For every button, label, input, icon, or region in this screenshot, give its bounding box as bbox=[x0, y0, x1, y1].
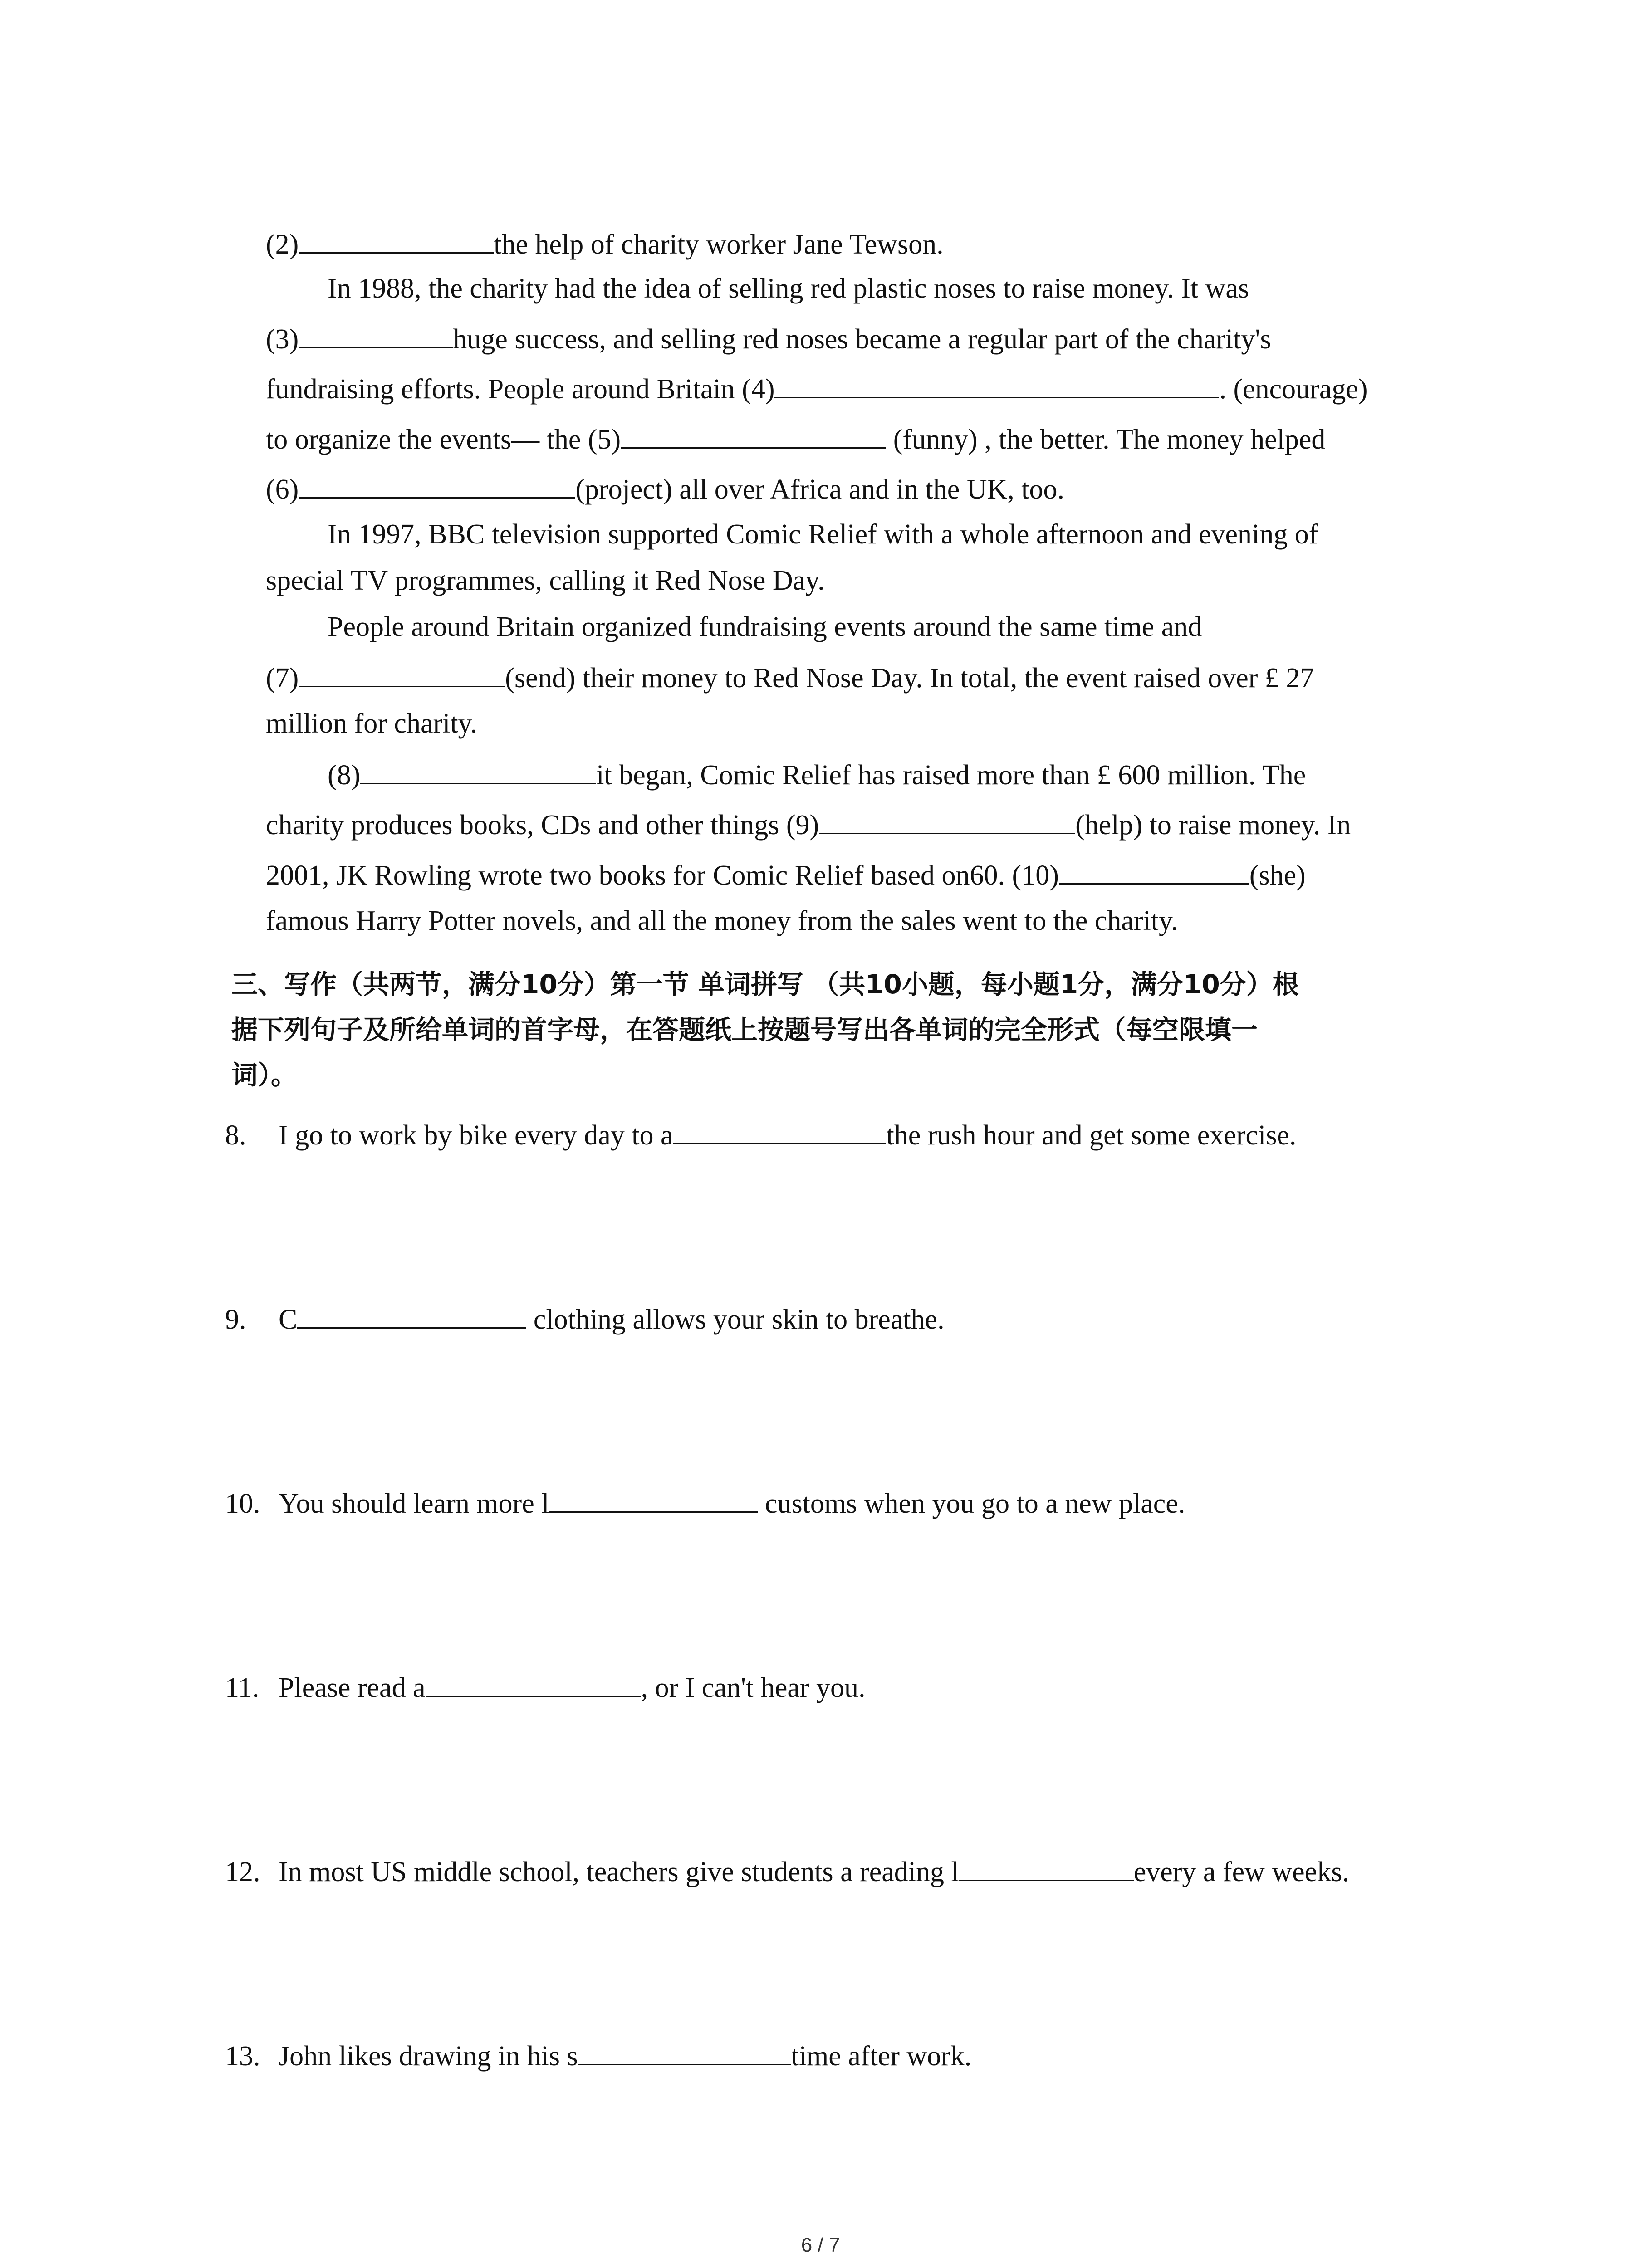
blank-label: (8) bbox=[328, 760, 361, 791]
question-number: 8. bbox=[225, 1120, 246, 1151]
section-heading: 据下列句子及所给单词的首字母，在答题纸上按题号写出各单词的完全形式（每空限填一 bbox=[231, 1014, 1258, 1045]
passage-text: famous Harry Potter novels, and all the money from the sales went to the charity. bbox=[266, 905, 1178, 936]
answer-blank[interactable] bbox=[299, 320, 453, 348]
passage-text: fundraising efforts. People around Britain (4) bbox=[266, 374, 775, 405]
blank-label: (3) bbox=[266, 324, 299, 355]
question-text: time after work. bbox=[791, 2041, 972, 2072]
passage-line bbox=[266, 659, 1314, 696]
passage-text: (she) bbox=[1249, 860, 1306, 891]
answer-blank[interactable] bbox=[426, 1668, 641, 1697]
question-text: clothing allows your skin to breathe. bbox=[526, 1304, 945, 1335]
page-number: 6 / 7 bbox=[801, 2234, 840, 2256]
passage-text: 2001, JK Rowling wrote two books for Comic Relief based on60. (10) bbox=[266, 860, 1059, 891]
answer-blank[interactable] bbox=[774, 370, 1219, 398]
question-item bbox=[225, 2037, 971, 2074]
section-heading: 三、写作（共两节，满分10分）第一节 单词拼写 （共10小题，每小题1分，满分10分）根 bbox=[231, 969, 1299, 1000]
passage-line bbox=[266, 806, 1351, 843]
passage-text: (funny) , the better. The money helped bbox=[886, 424, 1326, 455]
passage-text: to organize the events— the (5) bbox=[266, 424, 621, 455]
passage-line bbox=[266, 225, 944, 263]
question-item bbox=[225, 1853, 1349, 1890]
blank-label: (2) bbox=[266, 229, 299, 260]
passage-line bbox=[266, 856, 1306, 894]
passage-text: . (encourage) bbox=[1219, 374, 1368, 405]
question-text: John likes drawing in his s bbox=[279, 2041, 578, 2072]
answer-blank[interactable] bbox=[549, 1484, 758, 1513]
passage-text: (send) their money to Red Nose Day. In total, the event raised over £ 27 bbox=[505, 663, 1314, 694]
answer-blank[interactable] bbox=[819, 806, 1075, 834]
answer-blank[interactable] bbox=[578, 2037, 791, 2065]
passage-text: People around Britain organized fundraising events around the same time and bbox=[328, 611, 1202, 642]
passage-text: In 1997, BBC television supported Comic Relief with a whole afternoon and evening of bbox=[328, 519, 1318, 550]
question-text: customs when you go to a new place. bbox=[758, 1488, 1185, 1519]
passage-line bbox=[328, 756, 1306, 793]
passage-text: (help) to raise money. In bbox=[1075, 810, 1351, 841]
question-text: every a few weeks. bbox=[1133, 1857, 1349, 1887]
question-number: 10. bbox=[225, 1488, 260, 1519]
answer-blank[interactable] bbox=[360, 756, 596, 784]
question-text: In most US middle school, teachers give students a reading l bbox=[279, 1857, 959, 1887]
passage-text: (project) all over Africa and in the UK, too. bbox=[575, 474, 1065, 505]
question-number: 11. bbox=[225, 1672, 260, 1703]
question-item bbox=[225, 1300, 945, 1338]
passage-line bbox=[266, 420, 1325, 458]
passage-text: it began, Comic Relief has raised more than £ 600 million. The bbox=[596, 760, 1306, 791]
question-text: , or I can't hear you. bbox=[641, 1672, 866, 1703]
passage-line bbox=[266, 370, 1368, 407]
answer-blank[interactable] bbox=[299, 659, 505, 687]
question-text: the rush hour and get some exercise. bbox=[886, 1120, 1297, 1151]
answer-blank[interactable] bbox=[1059, 856, 1249, 885]
question-number: 12. bbox=[225, 1857, 260, 1887]
passage-line bbox=[328, 609, 1202, 645]
answer-blank[interactable] bbox=[299, 470, 575, 499]
question-text: C bbox=[279, 1304, 298, 1335]
passage-line bbox=[266, 705, 477, 742]
question-item bbox=[225, 1484, 1185, 1522]
question-number: 13. bbox=[225, 2041, 260, 2072]
passage-line bbox=[266, 320, 1271, 357]
answer-blank[interactable] bbox=[621, 420, 886, 449]
question-text: You should learn more l bbox=[279, 1488, 549, 1519]
passage-text: huge success, and selling red noses became a regular part of the charity's bbox=[453, 324, 1271, 355]
passage-text: special TV programmes, calling it Red Nose Day. bbox=[266, 565, 825, 596]
passage-line bbox=[266, 562, 825, 599]
blank-label: (7) bbox=[266, 663, 299, 694]
passage-text: In 1988, the charity had the idea of selling red plastic noses to raise money. It was bbox=[328, 273, 1249, 304]
question-text: I go to work by bike every day to a bbox=[279, 1120, 673, 1151]
question-item bbox=[225, 1116, 1296, 1154]
passage-line bbox=[328, 270, 1249, 307]
passage-text: charity produces books, CDs and other things (9) bbox=[266, 810, 819, 841]
passage-line bbox=[266, 470, 1064, 508]
section-heading: 词）。 bbox=[231, 1060, 298, 1090]
passage-line bbox=[266, 903, 1178, 939]
passage-text: the help of charity worker Jane Tewson. bbox=[494, 229, 944, 260]
answer-blank[interactable] bbox=[297, 1300, 526, 1329]
question-number: 9. bbox=[225, 1304, 246, 1335]
answer-blank[interactable] bbox=[673, 1116, 886, 1144]
passage-text: million for charity. bbox=[266, 708, 478, 739]
answer-blank[interactable] bbox=[299, 225, 494, 254]
passage-line bbox=[328, 516, 1318, 552]
question-text: Please read a bbox=[279, 1672, 426, 1703]
blank-label: (6) bbox=[266, 474, 299, 505]
question-item bbox=[225, 1668, 866, 1706]
answer-blank[interactable] bbox=[959, 1853, 1134, 1881]
